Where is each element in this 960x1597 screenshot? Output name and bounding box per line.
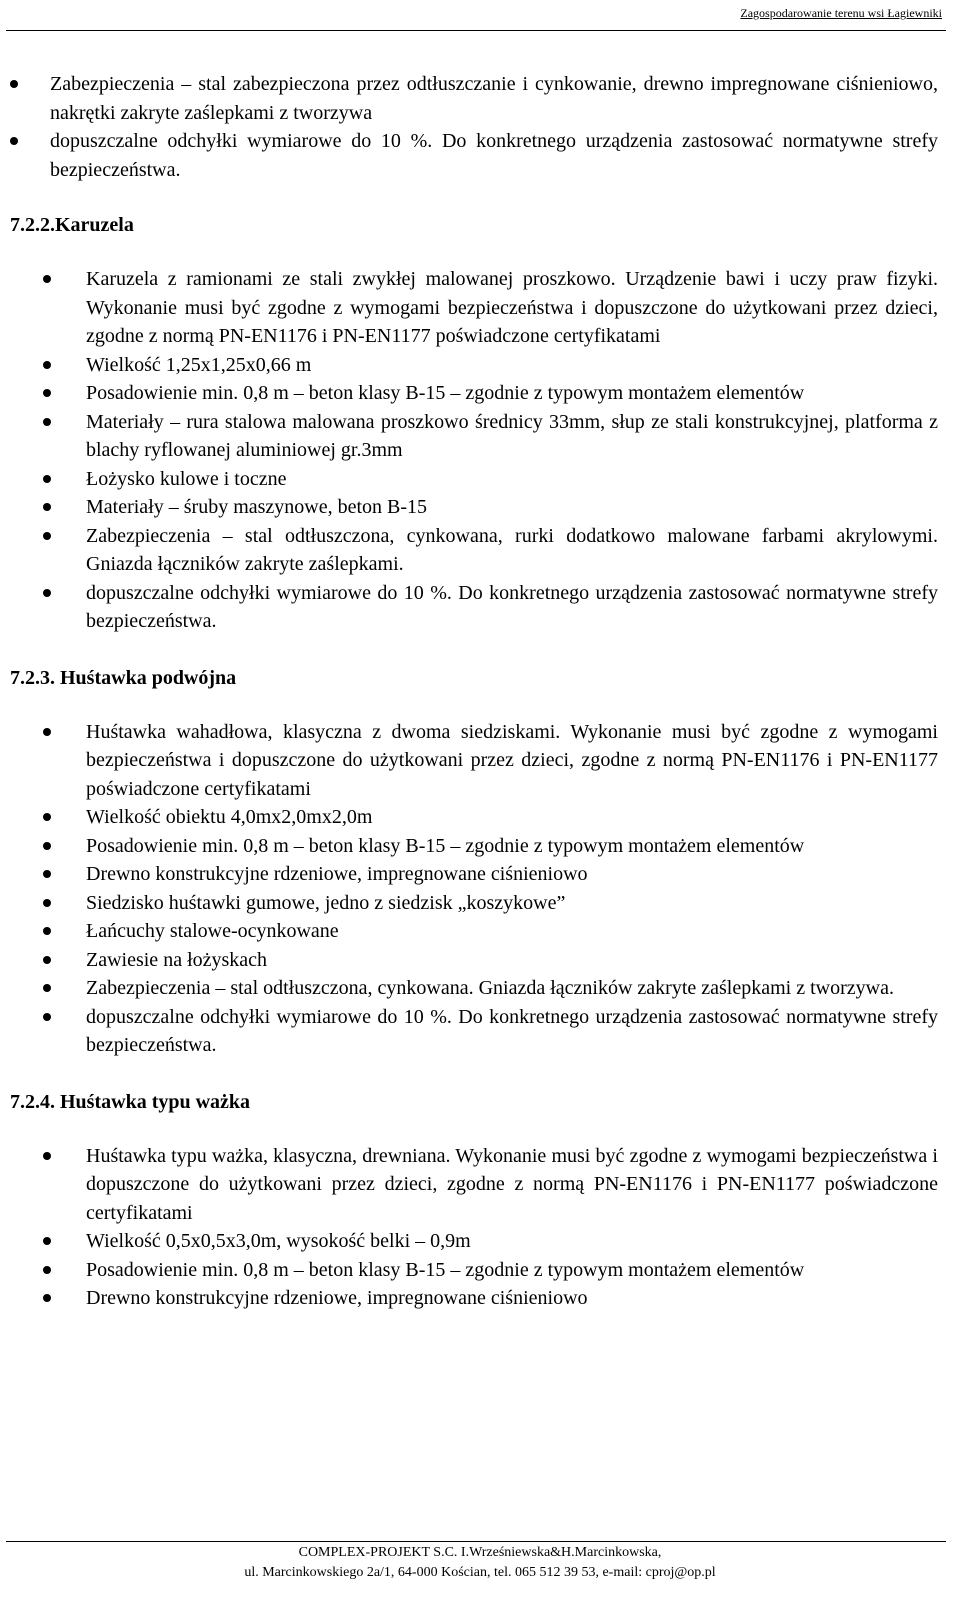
list-item: Drewno konstrukcyjne rdzeniowe, impregnowane ciśnieniowo	[0, 1284, 960, 1313]
list-item: Łańcuchy stalowe-ocynkowane	[0, 917, 960, 946]
list-item: Huśtawka typu ważka, klasyczna, drewniana. Wykonanie musi być zgodne z wymogami bezpieczeństwa i dopuszczone do użytkowani przez dzieci, zgodne z normą PN-EN1176 i PN-EN1177 poświadczone certyfikatami	[0, 1142, 960, 1228]
list-item: Huśtawka wahadłowa, klasyczna z dwoma siedziskami. Wykonanie musi być zgodne z wymogami bezpieczeństwa i dopuszczone do użytkowani przez dzieci, zgodne z normą PN-EN1176 i PN-EN1177 poświadczone certyfikatami	[0, 718, 960, 804]
list-item: Drewno konstrukcyjne rdzeniowe, impregnowane ciśnieniowo	[0, 860, 960, 889]
list-item: Łożysko kulowe i toczne	[0, 465, 960, 494]
section-heading-hustawka-podwojna: 7.2.3. Huśtawka podwójna	[10, 666, 237, 689]
footer-divider	[6, 1541, 946, 1542]
header-divider	[6, 30, 946, 31]
footer-company: COMPLEX-PROJEKT S.C. I.Wrześniewska&H.Marcinkowska,	[298, 1545, 662, 1560]
section-heading-karuzela: 7.2.2.Karuzela	[10, 214, 134, 236]
list-item: dopuszczalne odchyłki wymiarowe do 10 %. Do konkretnego urządzenia zastosować normatywne strefy bezpieczeństwa.	[0, 579, 960, 636]
list-item: Wielkość 1,25x1,25x0,66 m	[0, 351, 960, 380]
list-item: Posadowienie min. 0,8 m – beton klasy B-15 – zgodnie z typowym montażem elementów	[0, 379, 960, 408]
section-heading-hustawka-wazka: 7.2.4. Huśtawka typu ważka	[10, 1090, 251, 1113]
page-footer	[0, 1541, 960, 1597]
list-item: Materiały – rura stalowa malowana proszkowo średnicy 33mm, słup ze stali konstrukcyjnej, platforma z blachy ryflowanej aluminiowej gr.3mm	[0, 408, 960, 465]
list-item: dopuszczalne odchyłki wymiarowe do 10 %. Do konkretnego urządzenia zastosować normatywne strefy bezpieczeństwa.	[0, 127, 960, 184]
list-item: Posadowienie min. 0,8 m – beton klasy B-15 – zgodnie z typowym montażem elementów	[0, 832, 960, 861]
list-item: dopuszczalne odchyłki wymiarowe do 10 %. Do konkretnego urządzenia zastosować normatywne strefy bezpieczeństwa.	[0, 1003, 960, 1060]
list-item: Wielkość 0,5x0,5x3,0m, wysokość belki – 0,9m	[0, 1227, 960, 1256]
footer-address: ul. Marcinkowskiego 2a/1, 64-000 Kościan, tel. 065 512 39 53, e-mail: cproj@op.pl	[244, 1565, 716, 1580]
list-item: Zabezpieczenia – stal odtłuszczona, cynkowana. Gniazda łączników zakryte zaślepkami z tworzywa.	[0, 974, 960, 1003]
list-item: Wielkość obiektu 4,0mx2,0mx2,0m	[0, 803, 960, 832]
hustawka-wazka-list	[0, 1142, 960, 1313]
hustawka-podwojna-list	[0, 718, 960, 1060]
list-item: Zawiesie na łożyskach	[0, 946, 960, 975]
intro-list	[0, 70, 960, 184]
page-header	[0, 0, 960, 32]
document-body	[0, 70, 960, 1313]
list-item: Karuzela z ramionami ze stali zwykłej malowanej proszkowo. Urządzenie bawi i uczy praw fizyki. Wykonanie musi być zgodne z wymogami bezpieczeństwa i dopuszczone do użytkowani przez dzieci, zgodne z normą PN-EN1176 i PN-EN1177 poświadczone certyfikatami	[0, 265, 960, 351]
list-item: Zabezpieczenia – stal zabezpieczona przez odtłuszczanie i cynkowanie, drewno impregnowane ciśnieniowo, nakrętki zakryte zaślepkami z tworzywa	[0, 70, 960, 127]
list-item: Siedzisko huśtawki gumowe, jedno z siedzisk „koszykowe”	[0, 889, 960, 918]
document-title: Zagospodarowanie terenu wsi Łagiewniki	[740, 6, 942, 20]
list-item: Zabezpieczenia – stal odtłuszczona, cynkowana, rurki dodatkowo malowane farbami akrylowymi. Gniazda łączników zakryte zaślepkami.	[0, 522, 960, 579]
karuzela-list	[0, 265, 960, 636]
list-item: Posadowienie min. 0,8 m – beton klasy B-15 – zgodnie z typowym montażem elementów	[0, 1256, 960, 1285]
list-item: Materiały – śruby maszynowe, beton B-15	[0, 493, 960, 522]
